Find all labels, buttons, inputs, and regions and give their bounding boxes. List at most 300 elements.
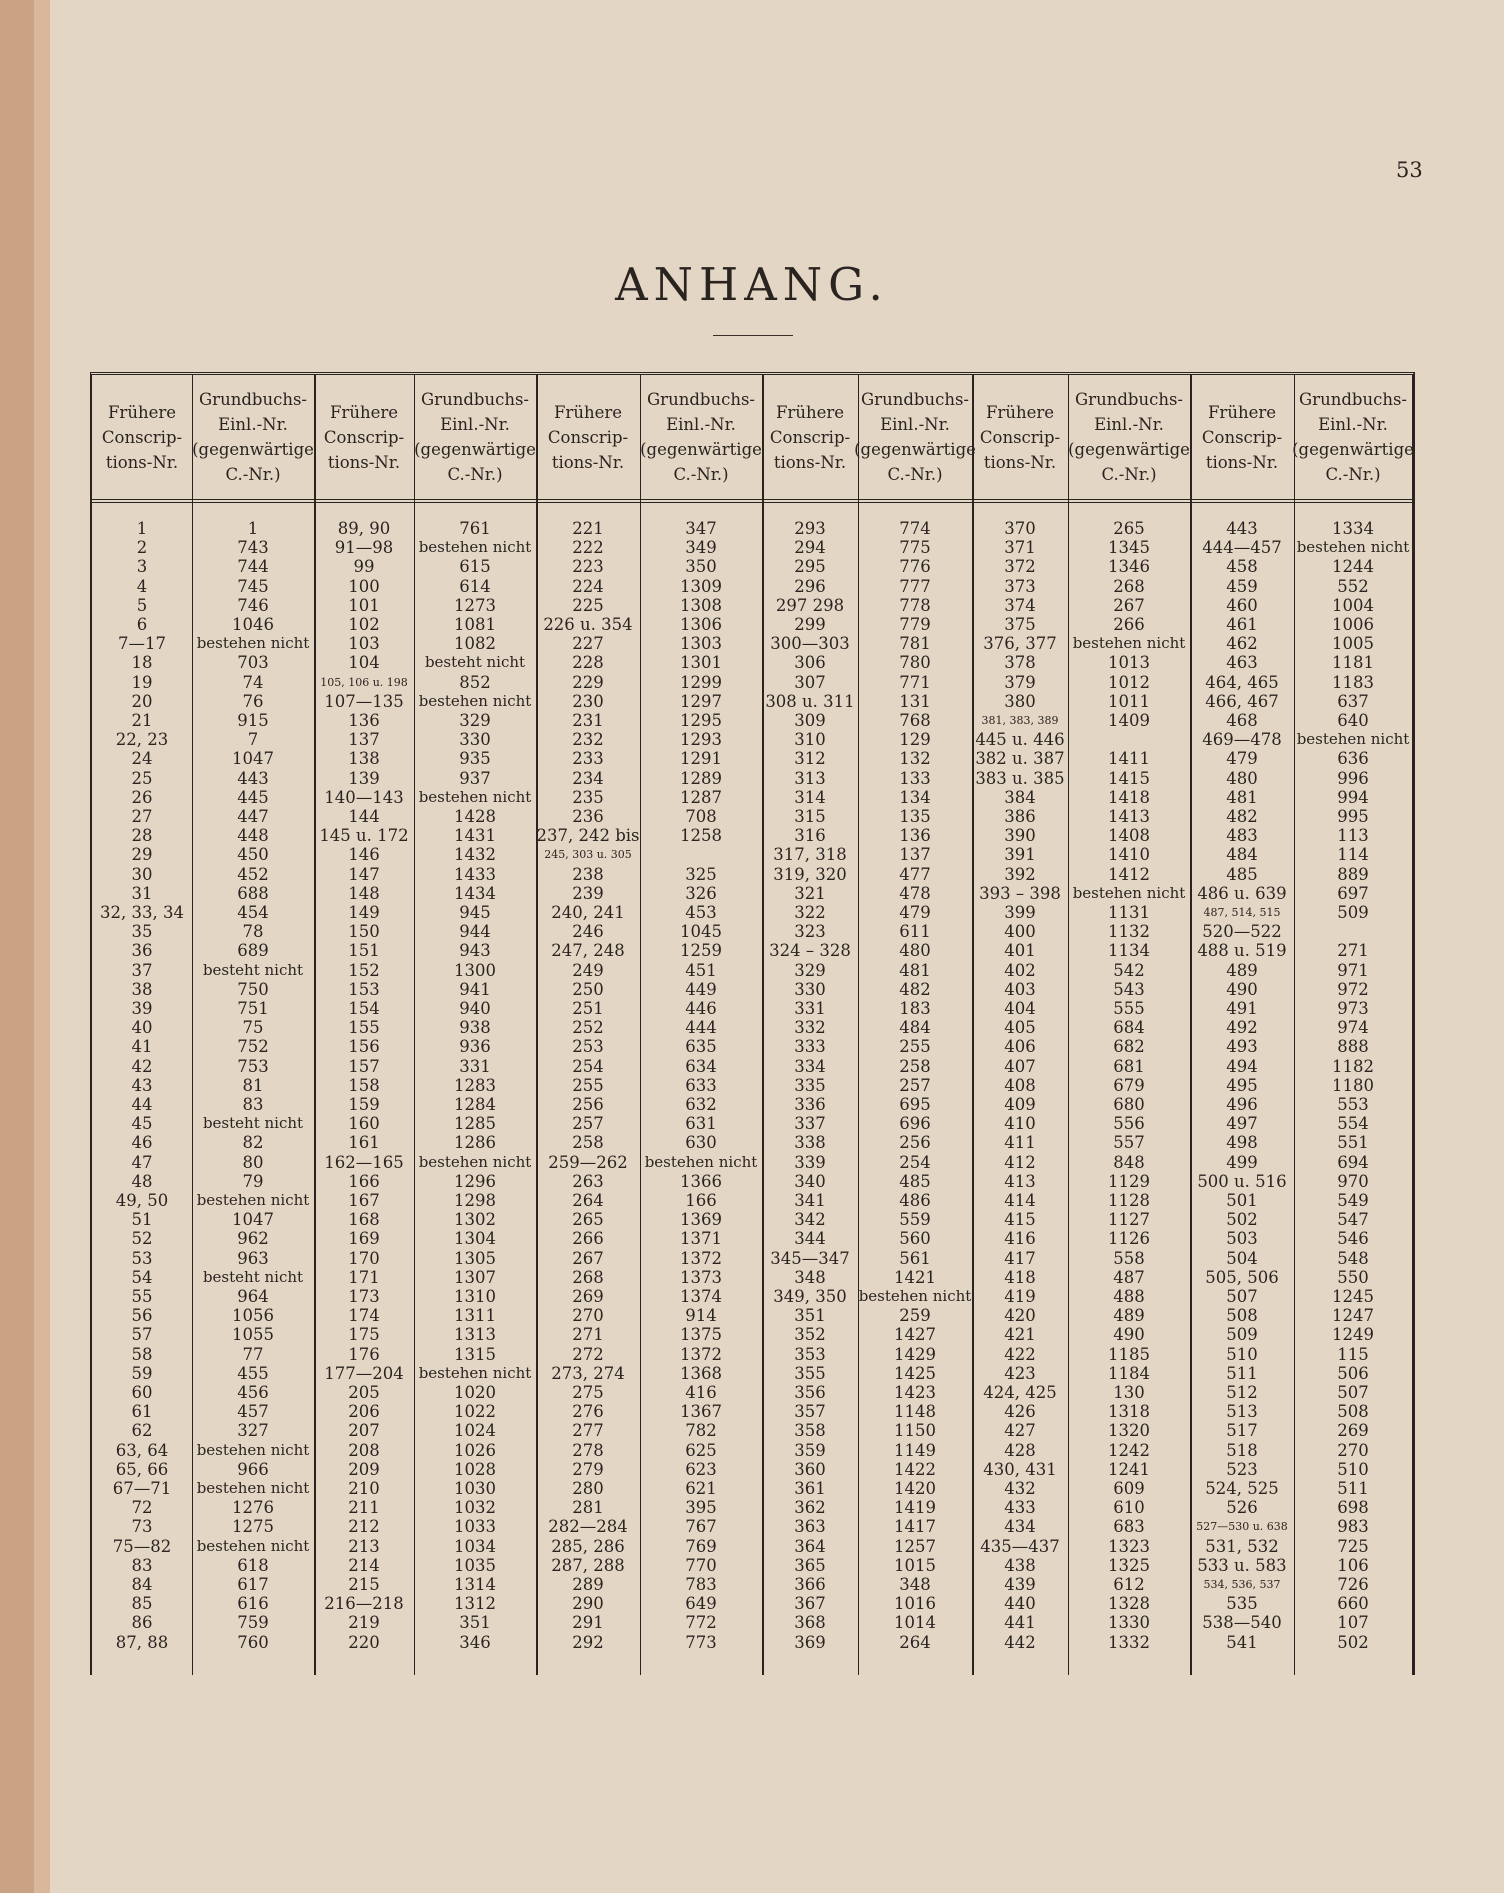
table-cell: 556: [1113, 1114, 1145, 1134]
table-cell: 114: [1337, 845, 1369, 865]
table-cell: 446: [685, 999, 717, 1018]
table-cell: 24: [131, 749, 153, 769]
table-cell: 378: [1004, 653, 1036, 673]
table-cell: 1303: [680, 634, 722, 654]
table-cell: 100: [348, 576, 380, 596]
table-cell: 239: [572, 883, 604, 903]
table-cell: 1286: [454, 1133, 496, 1153]
table-cell: 457: [237, 1402, 269, 1422]
table-cell: 229: [572, 672, 604, 692]
table-cell: 371: [1004, 538, 1036, 558]
table-cell: 99: [353, 557, 375, 577]
table-cell: 107: [1337, 1613, 1369, 1633]
table-cell: 538—540: [1202, 1613, 1282, 1633]
table-cell: 623: [685, 1459, 717, 1479]
table-cell: 634: [685, 1056, 717, 1076]
table-cell: 533 u. 583: [1197, 1555, 1287, 1575]
table-cell: 297 298: [775, 595, 845, 615]
table-cell: 744: [237, 557, 269, 577]
table-cell: 502: [1337, 1632, 1369, 1652]
table-cell: 257: [899, 1075, 931, 1095]
table-cell: 157: [348, 1056, 380, 1076]
table-cell: 148: [348, 883, 380, 903]
table-cell: 293: [794, 519, 826, 538]
table-cell: 1150: [894, 1421, 936, 1441]
table-cell: 46: [131, 1133, 153, 1153]
table-cell: 1301: [680, 653, 722, 673]
table-cell: bestehen nicht: [1296, 538, 1410, 557]
table-cell: 631: [685, 1114, 717, 1134]
table-cell: 500 u. 516: [1197, 1171, 1287, 1191]
table-cell: 775: [899, 538, 931, 558]
table-cell: 468: [1226, 711, 1258, 730]
table-cell: 321: [794, 883, 826, 903]
table-cell: 1047: [232, 1210, 274, 1230]
table-cell: 360: [794, 1459, 826, 1479]
table-cell: 353: [794, 1344, 826, 1364]
table-cell: 167: [348, 1191, 380, 1210]
table-cell: 310: [794, 730, 826, 750]
table-cell: 1315: [454, 1344, 496, 1364]
table-cell: 509: [1226, 1325, 1258, 1345]
table-cell: 1015: [894, 1555, 936, 1575]
table-cell: 1284: [454, 1095, 496, 1114]
table-cell: 213: [348, 1536, 380, 1556]
table-cell: 162—165: [324, 1152, 404, 1172]
table-cell: 635: [685, 1037, 717, 1057]
table-cell: 335: [794, 1075, 826, 1095]
table-cell: 649: [685, 1594, 717, 1614]
table-cell: bestehen nicht: [196, 1440, 310, 1459]
table-cell: 214: [348, 1555, 380, 1575]
table-cell: 322: [794, 903, 826, 922]
table-cell: 1033: [454, 1517, 496, 1537]
table-cell: 280: [572, 1479, 604, 1498]
table-cell: 689: [237, 941, 269, 961]
table-cell: 1420: [894, 1479, 936, 1498]
table-cell: 769: [685, 1536, 717, 1556]
table-cell: 307: [794, 672, 826, 692]
table-cell: 1345: [1108, 538, 1150, 558]
table-cell: 1323: [1108, 1536, 1150, 1556]
table-cell: 400: [1004, 922, 1036, 942]
table-cell: 683: [1113, 1517, 1145, 1537]
table-cell: 679: [1113, 1075, 1145, 1095]
table-cell: 1368: [680, 1363, 722, 1383]
table-cell: 226 u. 354: [543, 615, 633, 634]
table-cell: 342: [794, 1210, 826, 1230]
table-cell: 1006: [1332, 615, 1374, 634]
table-cell: 554: [1337, 1114, 1369, 1134]
table-cell: 1318: [1108, 1402, 1150, 1422]
table-cell: 390: [1004, 826, 1036, 846]
table-cell: 1431: [454, 826, 496, 846]
table-cell: 349: [685, 538, 717, 558]
table-cell: 510: [1226, 1344, 1258, 1364]
table-cell: 940: [459, 999, 491, 1018]
table-cell: 407: [1004, 1056, 1036, 1076]
table-cell: 1320: [1108, 1421, 1150, 1441]
table-cell: 771: [899, 672, 931, 692]
table-cell: 251: [572, 999, 604, 1018]
table-cell: 973: [1337, 999, 1369, 1018]
table-cell: 1308: [680, 595, 722, 615]
table-cell: 560: [899, 1229, 931, 1249]
table-cell: 271: [1337, 941, 1369, 961]
table-cell: 42: [131, 1056, 153, 1076]
table-cell: 370: [1004, 519, 1036, 538]
table-cell: 266: [572, 1229, 604, 1249]
table-cell: 1313: [454, 1325, 496, 1345]
table-cell: 1184: [1108, 1363, 1150, 1383]
table-cell: 154: [348, 999, 380, 1018]
table-cell: 1241: [1108, 1459, 1150, 1479]
table-cell: 49, 50: [115, 1191, 169, 1210]
table-cell: 1126: [1108, 1229, 1150, 1249]
table-cell: 534, 536, 537: [1203, 1578, 1281, 1591]
table-cell: 1310: [454, 1287, 496, 1306]
column-divider: [640, 375, 641, 1675]
table-cell: 77: [242, 1344, 264, 1364]
table-cell: 340: [794, 1171, 826, 1191]
table-cell: 7: [247, 730, 259, 750]
table-cell: 1005: [1332, 634, 1374, 654]
table-cell: 454: [237, 903, 269, 922]
table-cell: 25: [131, 768, 153, 788]
column-divider: [858, 375, 859, 1675]
table-cell: 507: [1337, 1383, 1369, 1402]
table-cell: 1328: [1108, 1594, 1150, 1614]
header-grundbuch-nr: Grundbuchs- Einl.-Nr. (gegenwärtige C.-Nr.): [414, 390, 536, 484]
table-cell: 43: [131, 1075, 153, 1095]
table-cell: 489: [1226, 960, 1258, 980]
table-cell: 558: [1113, 1248, 1145, 1268]
table-cell: 113: [1337, 826, 1369, 846]
table-cell: 205: [348, 1383, 380, 1402]
table-cell: 256: [899, 1133, 931, 1153]
table-cell: 86: [131, 1613, 153, 1633]
table-cell: 134: [899, 787, 931, 807]
header-former-conscription-nr: Frühere Conscrip- tions-Nr.: [979, 402, 1061, 472]
table-cell: 1032: [454, 1498, 496, 1518]
table-cell: 424, 425: [983, 1383, 1057, 1402]
table-cell: 252: [572, 1018, 604, 1038]
table-cell: 270: [572, 1306, 604, 1326]
table-cell: 220: [348, 1632, 380, 1652]
table-cell: 520—522: [1202, 922, 1282, 942]
table-cell: 237, 242 bis: [536, 826, 640, 846]
table-cell: 526: [1226, 1498, 1258, 1518]
table-cell: 372: [1004, 557, 1036, 577]
table-cell: 402: [1004, 960, 1036, 980]
table-cell: 264: [572, 1191, 604, 1210]
table-cell: 137: [348, 730, 380, 750]
table-cell: 688: [237, 883, 269, 903]
table-cell: 352: [794, 1325, 826, 1345]
table-cell: 338: [794, 1133, 826, 1153]
table-cell: 542: [1113, 960, 1145, 980]
table-cell: 561: [899, 1248, 931, 1268]
table-cell: 438: [1004, 1555, 1036, 1575]
table-cell: 682: [1113, 1037, 1145, 1057]
table-cell: 490: [1113, 1325, 1145, 1345]
table-cell: 497: [1226, 1114, 1258, 1134]
table-cell: 61: [131, 1402, 153, 1422]
table-cell: 1046: [232, 615, 274, 634]
table-cell: 1273: [454, 595, 496, 615]
table-cell: 1127: [1108, 1210, 1150, 1230]
table-cell: 67—71: [112, 1479, 172, 1498]
table-cell: 449: [685, 979, 717, 999]
table-cell: 535: [1226, 1594, 1258, 1614]
table-cell: 504: [1226, 1248, 1258, 1268]
table-cell: 225: [572, 595, 604, 615]
table-cell: 144: [348, 807, 380, 826]
table-cell: 146: [348, 845, 380, 865]
table-cell: 480: [899, 941, 931, 961]
table-cell: 277: [572, 1421, 604, 1441]
table-cell: 379: [1004, 672, 1036, 692]
table-cell: 1020: [454, 1383, 496, 1402]
table-cell: 482: [899, 979, 931, 999]
table-cell: 249: [572, 960, 604, 980]
table-cell: 1409: [1108, 711, 1150, 730]
table-cell: 58: [131, 1344, 153, 1364]
table-cell: 250: [572, 979, 604, 999]
table-cell: 419: [1004, 1287, 1036, 1306]
table-cell: bestehen nicht: [196, 1536, 310, 1555]
table-cell: 130: [1113, 1383, 1145, 1402]
table-cell: 1249: [1332, 1325, 1374, 1345]
table-cell: 694: [1337, 1152, 1369, 1172]
table-cell: 1244: [1332, 557, 1374, 577]
table-cell: 625: [685, 1440, 717, 1460]
table-cell: 348: [899, 1575, 931, 1594]
table-cell: 774: [899, 519, 931, 538]
table-cell: 415: [1004, 1210, 1036, 1230]
table-cell: 1421: [894, 1267, 936, 1287]
table-cell: 524, 525: [1205, 1479, 1279, 1498]
table-cell: besteht nicht: [202, 1267, 304, 1286]
table-cell: 406: [1004, 1037, 1036, 1057]
table-cell: 1312: [454, 1594, 496, 1614]
table-cell: 461: [1226, 615, 1258, 634]
table-cell: 235: [572, 787, 604, 807]
table-cell: 153: [348, 979, 380, 999]
table-cell: 460: [1226, 595, 1258, 615]
table-cell: 487, 514, 515: [1203, 906, 1281, 919]
table-cell: 267: [1113, 595, 1145, 615]
table-cell: 1417: [894, 1517, 936, 1537]
table-cell: 401: [1004, 941, 1036, 961]
table-cell: 1182: [1332, 1056, 1374, 1076]
table-cell: 1413: [1108, 807, 1150, 826]
table-cell: 404: [1004, 999, 1036, 1018]
table-cell: 331: [794, 999, 826, 1018]
table-cell: 1283: [454, 1075, 496, 1095]
table-cell: 513: [1226, 1402, 1258, 1422]
table-cell: 511: [1226, 1363, 1258, 1383]
table-cell: 416: [1004, 1229, 1036, 1249]
table-cell: 1: [247, 519, 259, 538]
table-cell: 76: [242, 691, 264, 711]
table-cell: 264: [899, 1632, 931, 1652]
table-cell: 703: [237, 653, 269, 673]
table-cell: 36: [131, 941, 153, 961]
table-cell: 479: [899, 903, 931, 922]
table-cell: 746: [237, 595, 269, 615]
table-cell: 1428: [454, 807, 496, 826]
table-cell: 1247: [1332, 1306, 1374, 1326]
table-cell: bestehen nicht: [1072, 634, 1186, 653]
table-cell: 484: [899, 1018, 931, 1038]
table-cell: 1242: [1108, 1440, 1150, 1460]
table-cell: 51: [131, 1210, 153, 1230]
table-cell: 254: [572, 1056, 604, 1076]
table-cell: 779: [899, 615, 931, 634]
table-cell: bestehen nicht: [196, 1479, 310, 1497]
table-cell: 1410: [1108, 845, 1150, 865]
table-cell: 359: [794, 1440, 826, 1460]
table-cell: 509: [1337, 903, 1369, 922]
header-grundbuch-nr: Grundbuchs- Einl.-Nr. (gegenwärtige C.-Nr.): [1292, 390, 1414, 484]
table-cell: 1285: [454, 1114, 496, 1134]
table-cell: 612: [1113, 1575, 1145, 1594]
table-cell: 1128: [1108, 1191, 1150, 1210]
table-cell: 166: [348, 1171, 380, 1191]
table-cell: 1022: [454, 1402, 496, 1422]
table-cell: 508: [1337, 1402, 1369, 1422]
table-cell: 82: [242, 1133, 264, 1153]
table-cell: 621: [685, 1479, 717, 1498]
table-cell: 491: [1226, 999, 1258, 1018]
table-cell: 994: [1337, 787, 1369, 807]
table-cell: 330: [794, 979, 826, 999]
table-cell: 527—530 u. 638: [1196, 1520, 1288, 1534]
table-cell: 1371: [680, 1229, 722, 1249]
table-cell: 1306: [680, 615, 722, 634]
table-cell: 1298: [454, 1191, 496, 1210]
table-cell: 365: [794, 1555, 826, 1575]
table-cell: 176: [348, 1344, 380, 1364]
header-grundbuch-nr: Grundbuchs- Einl.-Nr. (gegenwärtige C.-Nr.): [854, 390, 976, 484]
table-cell: 296: [794, 576, 826, 596]
table-cell: 344: [794, 1229, 826, 1249]
table-cell: 374: [1004, 595, 1036, 615]
table-cell: 1013: [1108, 653, 1150, 673]
table-cell: 1374: [680, 1287, 722, 1306]
table-cell: 381, 383, 389: [981, 714, 1059, 727]
table-cell: 451: [685, 960, 717, 980]
table-cell: bestehen nicht: [418, 1363, 532, 1382]
table-cell: 1296: [454, 1171, 496, 1191]
table-cell: 410: [1004, 1114, 1036, 1134]
table-cell: 291: [572, 1613, 604, 1633]
table-cell: 418: [1004, 1267, 1036, 1287]
table-cell: 1024: [454, 1421, 496, 1441]
table-cell: 168: [348, 1210, 380, 1230]
table-cell: 174: [348, 1306, 380, 1326]
table-cell: 753: [237, 1056, 269, 1076]
table-cell: 559: [899, 1210, 931, 1230]
table-cell: 289: [572, 1575, 604, 1594]
table-cell: 413: [1004, 1171, 1036, 1191]
table-cell: 152: [348, 960, 380, 980]
table-cell: 681: [1113, 1056, 1145, 1076]
table-cell: 466, 467: [1205, 691, 1279, 711]
table-cell: 1300: [454, 960, 496, 980]
table-cell: 376, 377: [983, 634, 1057, 654]
table-cell: 444: [685, 1018, 717, 1038]
table-cell: 640: [1337, 711, 1369, 730]
table-cell: 79: [242, 1171, 264, 1191]
table-cell: 258: [899, 1056, 931, 1076]
table-cell: 1373: [680, 1267, 722, 1287]
table-cell: 427: [1004, 1421, 1036, 1441]
table-cell: 937: [459, 768, 491, 788]
table-cell: 1245: [1332, 1287, 1374, 1306]
table-cell: 518: [1226, 1440, 1258, 1460]
table-cell: bestehen nicht: [858, 1287, 972, 1305]
table-cell: 1432: [454, 845, 496, 865]
table-cell: 341: [794, 1191, 826, 1210]
table-cell: 1433: [454, 864, 496, 884]
table-cell: 270: [1337, 1440, 1369, 1460]
table-cell: 1257: [894, 1536, 936, 1556]
table-cell: 1309: [680, 576, 722, 596]
table-cell: 147: [348, 864, 380, 884]
table-cell: 553: [1337, 1095, 1369, 1114]
table-cell: 2: [136, 538, 148, 558]
table-cell: 133: [899, 768, 931, 788]
table-cell: 439: [1004, 1575, 1036, 1594]
table-cell: 488: [1113, 1287, 1145, 1306]
table-cell: 151: [348, 941, 380, 961]
table-cell: 357: [794, 1402, 826, 1422]
table-cell: 383 u. 385: [975, 768, 1065, 788]
table-cell: 170: [348, 1248, 380, 1268]
table-cell: bestehen nicht: [418, 1152, 532, 1171]
table-cell: 7—17: [118, 634, 166, 654]
table-cell: 373: [1004, 576, 1036, 596]
table-cell: 278: [572, 1440, 604, 1460]
table-cell: 139: [348, 768, 380, 788]
table-cell: 115: [1337, 1344, 1369, 1364]
table-cell: 1035: [454, 1555, 496, 1575]
table-cell: 312: [794, 749, 826, 769]
table-cell: 316: [794, 826, 826, 846]
table-cell: 265: [1113, 519, 1145, 538]
table-cell: 83: [131, 1555, 153, 1575]
table-cell: 329: [459, 711, 491, 730]
header-former-conscription-nr: Frühere Conscrip- tions-Nr.: [547, 402, 629, 472]
table-cell: bestehen nicht: [418, 538, 532, 557]
table-cell: 368: [794, 1613, 826, 1633]
table-cell: 483: [1226, 826, 1258, 846]
header-grundbuch-nr: Grundbuchs- Einl.-Nr. (gegenwärtige C.-Nr.): [192, 390, 314, 484]
table-cell: 375: [1004, 615, 1036, 634]
table-cell: 101: [348, 595, 380, 615]
table-cell: 512: [1226, 1383, 1258, 1402]
table-cell: 1055: [232, 1325, 274, 1345]
table-cell: 551: [1337, 1133, 1369, 1153]
table-cell: 208: [348, 1440, 380, 1460]
table-cell: 1287: [680, 787, 722, 807]
table-cell: 382 u. 387: [975, 749, 1065, 769]
table-cell: 772: [685, 1613, 717, 1633]
table-cell: 138: [348, 749, 380, 769]
table-cell: 506: [1337, 1363, 1369, 1383]
